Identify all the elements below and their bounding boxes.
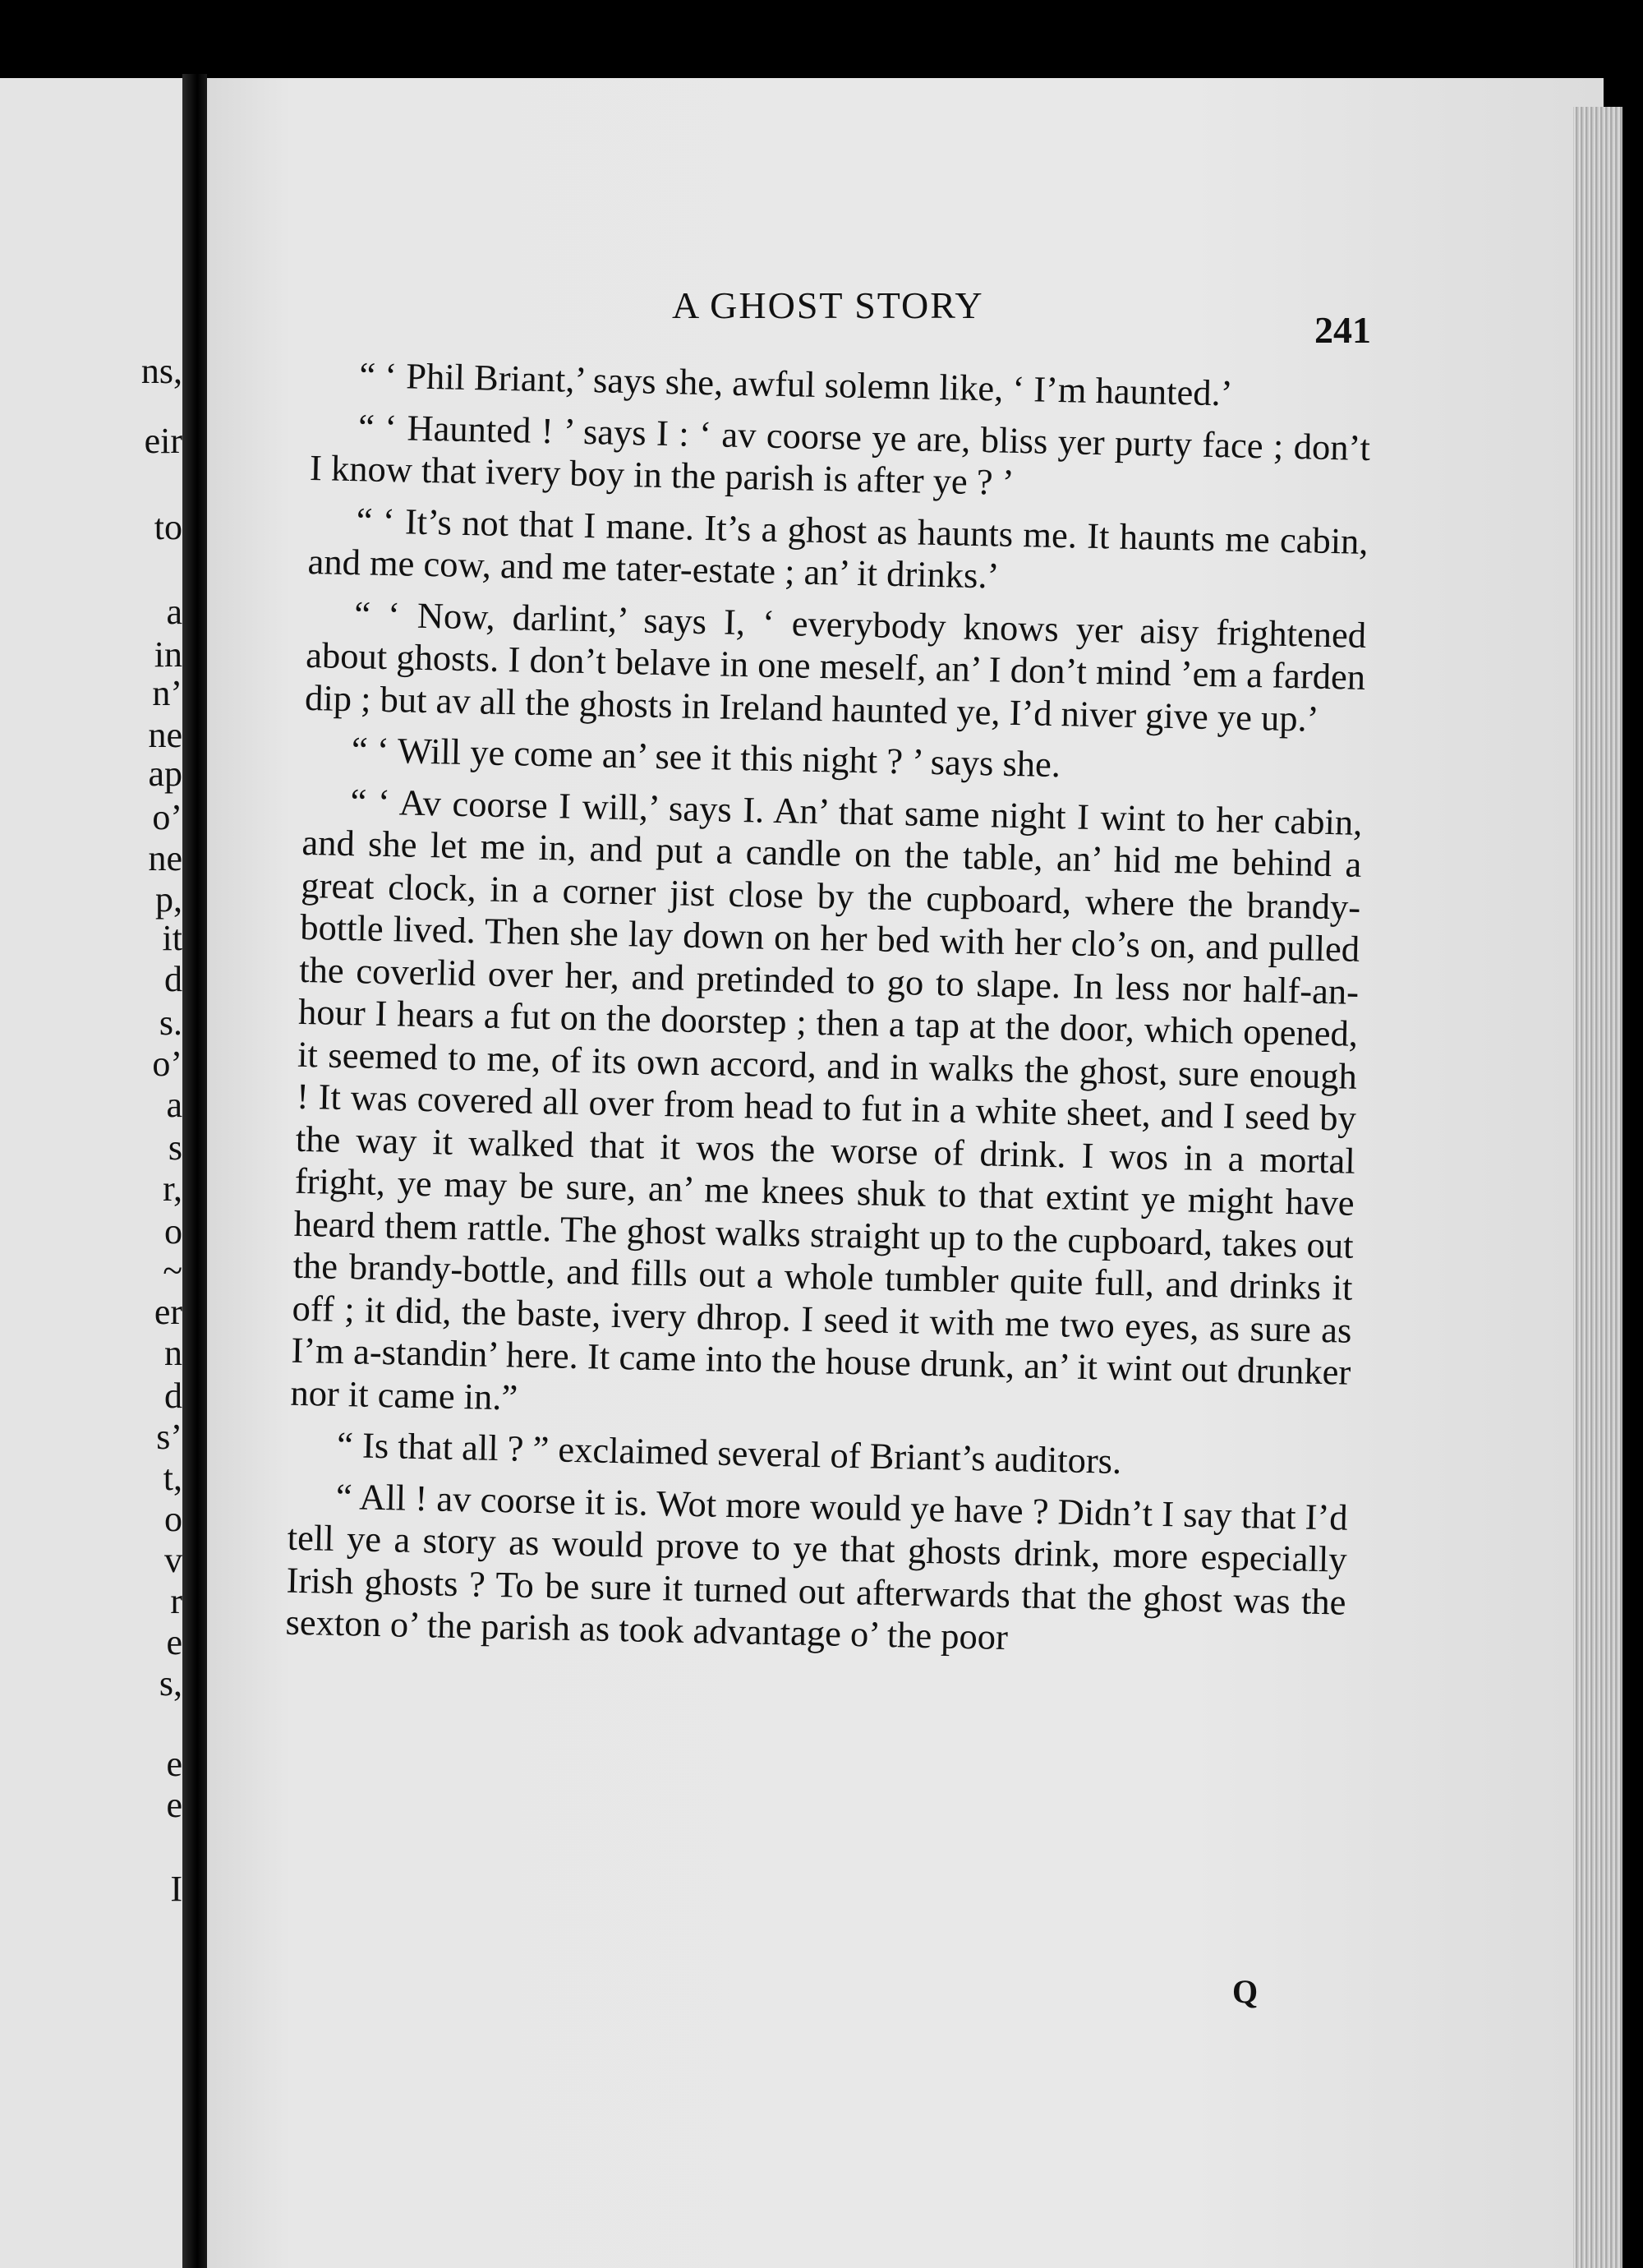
facing-line-end: n’ (152, 673, 182, 713)
facing-line-end: o (164, 1499, 182, 1539)
facing-line-end: n (164, 1333, 182, 1373)
facing-line-end: I (170, 1869, 182, 1909)
paragraph: “ ‘ Will ye come an’ see it this night ? ’ says she. (351, 729, 1061, 786)
facing-line-end: p, (155, 879, 182, 920)
facing-line-end: t, (163, 1458, 182, 1498)
book-spine (182, 74, 207, 2268)
page-edges (1573, 107, 1622, 2268)
facing-line-end: r (170, 1581, 182, 1621)
facing-line-end: d (164, 1376, 182, 1416)
facing-line-end: s. (159, 1003, 182, 1043)
facing-line-end: ns, (140, 351, 182, 391)
facing-line-end: e (166, 1622, 182, 1662)
facing-line-end: in (154, 634, 182, 675)
facing-line-end: e (166, 1785, 182, 1825)
facing-line-end: s, (159, 1663, 182, 1703)
facing-line-end: er (154, 1292, 182, 1332)
paragraph: “ Is that all ? ” exclaimed several of Briant’s auditors. (336, 1423, 1122, 1482)
facing-line-end: s’ (156, 1417, 182, 1457)
facing-line-end: o’ (152, 797, 182, 837)
facing-line-end: a (166, 1085, 182, 1125)
facing-line-end: ~ (163, 1251, 182, 1291)
paragraph: “ ‘ Av coorse I will,’ says I. An’ that same night I wint to her cabin, and she let me in, and put a candle on the table, an’ hid me behind a great clock, in a corner jist close by the cupboard, where the brandy-bottle lived. Then she lay down on her bed with her clo’s on, and pulled the coverlid over her, and pretinded to go to slape. In less nor half-an-hour I hears a fut on the doorstep ; then a tap at the door, which opened, it seemed to me, of its own accord, and in walks the ghost, sure enough ! It was covered all over from head to fut in a white sheet, and I seed by the way it walked that it wos the worse of drink. I wos in a mortal fright, ye may be sure, an’ me knees shuk to that extint ye might have heard them rattle. The ghost walks straight up to the cupboard, takes out the brandy-bottle, and fills out a whole tumbler quite full, and drinks it off ; it did, the baste, ivery dhrop. I seed it with me two eyes, as sure as I’m a-standin’ here. It came into the house drunk, an’ it wint out drunker nor it came in.” (289, 780, 1363, 1418)
facing-line-end: v (164, 1540, 182, 1580)
paragraph: “ ‘ It’s not that I mane. It’s a ghost as haunts me. It haunts me cabin, and me cow, and me tater-estate ; an’ it drinks.’ (307, 499, 1369, 597)
page-number: 241 (1314, 309, 1371, 351)
facing-line-end: ne (148, 715, 182, 755)
facing-line-end: a (166, 592, 182, 632)
facing-line-end: ap (148, 754, 182, 794)
facing-line-end: to (154, 507, 182, 547)
facing-page (0, 78, 182, 2268)
facing-line-end: ne (148, 838, 182, 878)
paragraph: “ ‘ Phil Briant,’ says she, awful solemn like, ‘ I’m haunted.’ (358, 354, 1233, 414)
body-text (285, 353, 1372, 1675)
facing-line-end: r, (163, 1169, 182, 1209)
facing-line-end: s (168, 1127, 182, 1168)
facing-line-end: it (162, 918, 182, 958)
paragraph: “ ‘ Haunted ! ’ says I : ‘ av coorse ye are, bliss yer purty face ; don’t I know that ivery boy in the parish is after ye ? ’ (309, 405, 1371, 503)
facing-line-end: e (166, 1744, 182, 1784)
paragraph: “ ‘ Now, darlint,’ says I, ‘ everybody knows yer aisy frightened about ghosts. I don’t belave in one meself, an’ I don’t mind ’em a farden dip ; but av all the ghosts in Ireland haunted ye, I’d niver give ye up.’ (304, 592, 1367, 740)
facing-line-end: d (164, 959, 182, 999)
facing-line-end: o’ (152, 1044, 182, 1084)
running-head: A GHOST STORY (672, 284, 984, 326)
facing-line-end: eir (144, 421, 182, 461)
facing-line-end: o (164, 1211, 182, 1252)
paragraph: “ All ! av coorse it is. Wot more would ye have ? Didn’t I say that I’d tell ye a story as would prove to ye that ghosts drink, more especially Irish ghosts ? To be sure it turned out afterwards that the ghost was the sexton o’ the parish as took advantage o’ the poor (285, 1475, 1349, 1658)
signature-mark: Q (1232, 1973, 1259, 2010)
